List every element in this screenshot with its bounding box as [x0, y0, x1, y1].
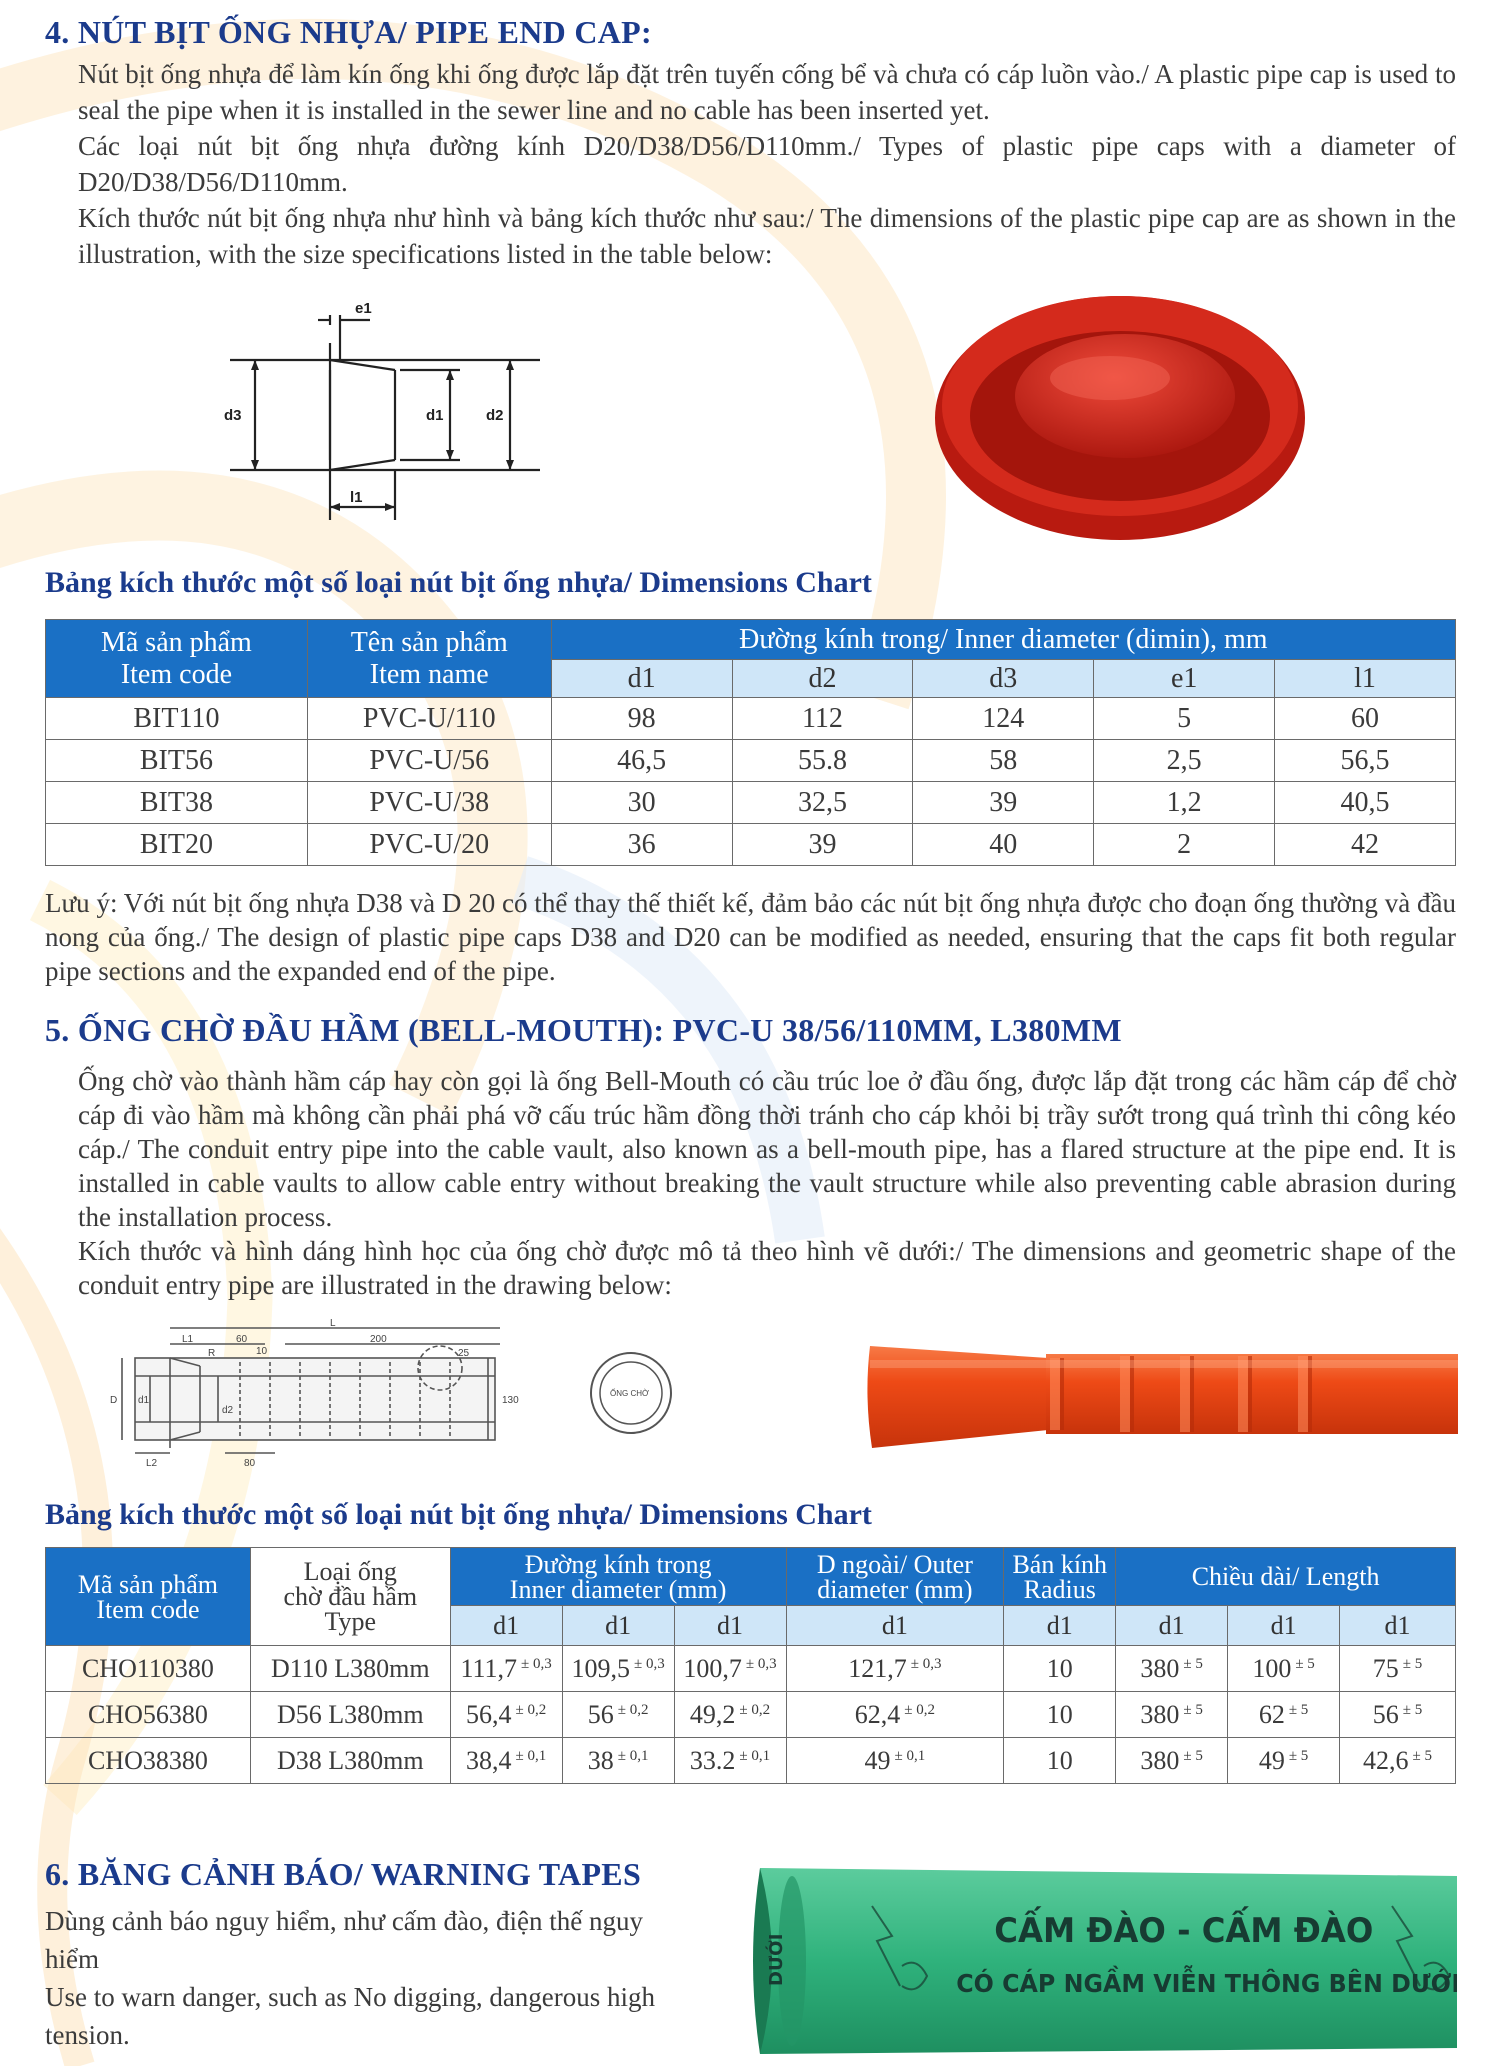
table-cell	[450, 1646, 562, 1692]
table-cell: 124	[913, 698, 1094, 740]
subheader-d1: d1	[450, 1606, 562, 1646]
table-cell	[450, 1692, 562, 1738]
header-type: Loại ống chờ đầu hầm Type	[250, 1548, 450, 1646]
drawing-label-25: 25	[458, 1348, 470, 1359]
bell-mouth-end-view	[586, 1348, 676, 1438]
table-cell: 112	[732, 698, 913, 740]
cell-tolerance: ± 0,3	[521, 1655, 552, 1672]
header-outer-diameter: D ngoài/ Outer diameter (mm)	[786, 1548, 1004, 1606]
table-cell: PVC-U/38	[307, 782, 551, 824]
section-6-heading: 6. BĂNG CẢNH BÁO/ WARNING TAPES	[45, 1856, 642, 1892]
table-cell: BIT110	[46, 698, 308, 740]
cell-value: 75	[1372, 1653, 1399, 1683]
cell-tolerance: ± 0,2	[515, 1701, 547, 1718]
section-4-para-1: Nút bịt ống nhựa để làm kín ống khi ống được lắp đặt trên tuyến cống bể và chưa có cáp luồn vào./ A plastic pipe cap is used to seal the pipe when it is installed in the sewer line and no cable has been inserted yet.	[78, 59, 1456, 125]
cell-tolerance: ± 0,1	[617, 1747, 649, 1764]
table-cell: 5	[1094, 698, 1275, 740]
table-cell	[450, 1738, 562, 1784]
cell-value: 56	[587, 1699, 614, 1729]
pipe-cap-photo	[930, 278, 1310, 548]
table-row	[46, 1646, 1456, 1692]
cell-tolerance: ± 5	[1183, 1747, 1203, 1764]
subheader-l1: l1	[1275, 660, 1456, 698]
table-cell	[1228, 1646, 1340, 1692]
cell-tolerance: ± 0,1	[894, 1747, 926, 1764]
header-radius: Bán kính Radius	[1004, 1548, 1116, 1606]
label-d2: d2	[486, 407, 504, 424]
table-cell: BIT56	[46, 740, 308, 782]
cell-value: 49	[1258, 1745, 1285, 1775]
section-4-para-3: Kích thước nút bịt ống nhựa như hình và bảng kích thước như sau:/ The dimensions of the plastic pipe cap are as shown in the illustration, with the size specifications listed in the table below:	[78, 203, 1456, 269]
table-cell: 2	[1094, 824, 1275, 866]
cell-value: 49	[864, 1745, 891, 1775]
subheader-d2: d2	[732, 660, 913, 698]
section-5-para-2: Kích thước và hình dáng hình học của ống chờ được mô tả theo hình vẽ dưới:/ The dimensions and geometric shape of the conduit entry pipe are illustrated in the drawing below:	[78, 1236, 1456, 1300]
section-4-para-2: Các loại nút bịt ống nhựa đường kính D20/D38/D56/D110mm./ Types of plastic pipe caps with a diameter of D20/D38/D56/D110mm.	[78, 131, 1456, 197]
subheader-d1: d1	[674, 1606, 786, 1646]
cell-tolerance: ± 5	[1412, 1747, 1432, 1764]
table-cell: CHO38380	[46, 1738, 251, 1784]
section-6-para-1: Dùng cảnh báo nguy hiểm, như cấm đào, điện thế nguy hiểm	[45, 1906, 643, 1974]
table-cell	[1116, 1738, 1228, 1784]
cell-tolerance: ± 5	[1288, 1747, 1309, 1764]
cell-tolerance: ± 0,2	[617, 1701, 649, 1718]
cell-value: 10	[1046, 1653, 1073, 1683]
cell-tolerance: ± 0,3	[745, 1655, 777, 1672]
cell-value: 38	[587, 1745, 614, 1775]
header-item-code: Mã sản phẩm Item code	[46, 620, 308, 698]
pipe-cap-dimensions-table	[45, 619, 1456, 866]
cell-value: 380	[1140, 1745, 1180, 1775]
table-cell: PVC-U/110	[307, 698, 551, 740]
drawing-label-d2: d2	[222, 1405, 234, 1416]
table-cell: 55.8	[732, 740, 913, 782]
subheader-d1: d1	[1340, 1606, 1456, 1646]
drawing-label-10: 10	[256, 1346, 268, 1357]
cell-value: 62	[1258, 1699, 1285, 1729]
section-5-heading: 5. ỐNG CHỜ ĐẦU HẦM (BELL-MOUTH): PVC-U 38/56/110MM, L380MM	[45, 1012, 1122, 1048]
section-4-heading: 4. NÚT BỊT ỐNG NHỰA/ PIPE END CAP:	[45, 14, 652, 50]
cell-value: 380	[1140, 1699, 1180, 1729]
table-cell: 46,5	[551, 740, 732, 782]
bell-mouth-photo	[858, 1318, 1458, 1473]
drawing-label-R: R	[208, 1348, 216, 1359]
cell-value: 10	[1046, 1745, 1073, 1775]
table-cell	[1340, 1738, 1456, 1784]
subheader-d1: d1	[1116, 1606, 1228, 1646]
header-length: Chiều dài/ Length	[1116, 1548, 1456, 1606]
bell-mouth-dimensions-table	[45, 1547, 1456, 1784]
table-cell: BIT38	[46, 782, 308, 824]
drawing-label-L2: L2	[146, 1458, 158, 1468]
table-cell: CHO56380	[46, 1692, 251, 1738]
table-cell	[562, 1646, 674, 1692]
table-cell	[786, 1692, 1004, 1738]
cell-value: 56,4	[466, 1699, 512, 1729]
cell-value: 62,4	[854, 1699, 901, 1729]
cell-value: 42,6	[1363, 1745, 1409, 1775]
cell-tolerance: ± 5	[1183, 1655, 1203, 1672]
section-5-intro	[78, 1064, 1456, 1302]
table-cell: 42	[1275, 824, 1456, 866]
subheader-d1: d1	[551, 660, 732, 698]
cell-tolerance: ± 0,3	[910, 1655, 942, 1672]
table-cell: 39	[913, 782, 1094, 824]
table-cell: 36	[551, 824, 732, 866]
table-cell: 30	[551, 782, 732, 824]
table-cell	[1340, 1692, 1456, 1738]
cell-tolerance: ± 5	[1183, 1701, 1203, 1718]
table-row	[46, 698, 1456, 740]
table-row	[46, 1692, 1456, 1738]
label-d3: d3	[224, 407, 242, 424]
table-cell: PVC-U/56	[307, 740, 551, 782]
cell-tolerance: ± 0,2	[904, 1701, 936, 1718]
subheader-d1: d1	[786, 1606, 1004, 1646]
label-e1: e1	[355, 300, 372, 317]
table-cell: 39	[732, 824, 913, 866]
header-item-code: Mã sản phẩm Item code	[46, 1548, 251, 1646]
cell-value: 38,4	[466, 1745, 512, 1775]
cell-tolerance: ± 5	[1402, 1655, 1423, 1672]
section-4-table-caption: Bảng kích thước một số loại nút bịt ống nhựa/ Dimensions Chart	[45, 566, 872, 599]
subheader-d1: d1	[1004, 1606, 1116, 1646]
table-cell	[1116, 1646, 1228, 1692]
table-cell: 98	[551, 698, 732, 740]
table-cell: D110 L380mm	[250, 1646, 450, 1692]
table-cell	[674, 1692, 786, 1738]
cell-value: 10	[1046, 1699, 1073, 1729]
table-cell	[562, 1738, 674, 1784]
subheader-d3: d3	[913, 660, 1094, 698]
subheader-e1: e1	[1094, 660, 1275, 698]
section-5-table-caption: Bảng kích thước một số loại nút bịt ống nhựa/ Dimensions Chart	[45, 1498, 872, 1531]
table-cell: BIT20	[46, 824, 308, 866]
cell-value: 109,5	[571, 1653, 630, 1683]
table-cell	[1004, 1692, 1116, 1738]
drawing-label-60: 60	[236, 1334, 248, 1345]
cell-value: 33.2	[689, 1745, 736, 1775]
table-row	[46, 782, 1456, 824]
table-cell	[1004, 1646, 1116, 1692]
cell-value: 111,7	[460, 1653, 518, 1683]
cell-value: 380	[1140, 1653, 1180, 1683]
subheader-d1: d1	[562, 1606, 674, 1646]
table-cell	[674, 1738, 786, 1784]
cell-tolerance: ± 0,1	[739, 1747, 771, 1764]
drawing-label-200: 200	[370, 1334, 387, 1345]
cell-value: 100,7	[683, 1653, 742, 1683]
tape-line-1: CẤM ĐÀO - CẤM ĐÀO	[994, 1910, 1374, 1951]
cell-tolerance: ± 0,2	[739, 1701, 771, 1718]
header-item-name: Tên sản phẩm Item name	[307, 620, 551, 698]
table-cell: D38 L380mm	[250, 1738, 450, 1784]
cell-tolerance: ± 5	[1288, 1701, 1309, 1718]
table-cell	[562, 1692, 674, 1738]
label-d1: d1	[426, 407, 444, 424]
table-cell: PVC-U/20	[307, 824, 551, 866]
table-cell: 60	[1275, 698, 1456, 740]
drawing-label-130: 130	[502, 1395, 519, 1406]
table-cell	[786, 1646, 1004, 1692]
drawing-label-L: L	[330, 1318, 336, 1329]
cell-tolerance: ± 5	[1402, 1701, 1423, 1718]
table-cell: 1,2	[1094, 782, 1275, 824]
label-l1: l1	[350, 489, 363, 506]
table-cell	[1228, 1738, 1340, 1784]
section-4-note: Lưu ý: Với nút bịt ống nhựa D38 và D 20 có thể thay thế thiết kế, đảm bảo các nút bịt ống nhựa được cho đoạn ống thường và đầu nong của ống./ The design of plastic pipe caps D38 and D20 can be modified as needed, ensuring that the caps fit both regular pipe sections and the expanded end of the pipe.	[45, 888, 1456, 986]
table-cell: CHO110380	[46, 1646, 251, 1692]
table-cell: 58	[913, 740, 1094, 782]
end-view-label: ỐNG CHỜ	[610, 1389, 649, 1398]
tape-line-2: CÓ CÁP NGẦM VIỄN THÔNG BÊN DƯỚI	[956, 1968, 1457, 1999]
header-inner-diameter: Đường kính trong/ Inner diameter (dimin), mm	[551, 620, 1455, 660]
cell-value: 121,7	[848, 1653, 907, 1683]
cell-tolerance: ± 0,1	[515, 1747, 547, 1764]
drawing-label-d1: d1	[138, 1395, 150, 1406]
section-5-para-1: Ống chờ vào thành hầm cáp hay còn gọi là ống Bell-Mouth có cầu trúc loe ở đầu ống, được lắp đặt trong các hầm cáp để chờ cáp đi vào hầm mà không cần phải phá vỡ cấu trúc hầm đồng thời tránh cho cáp khỏi bị trầy sướt trong quá trình thi công kéo cáp./ The conduit entry pipe into the cable vault, also known as a bell-mouth pipe, has a flared structure at the pipe end. It is installed in cable vaults to allow cable entry without breaking the vault structure while also preventing cable abrasion during the installation process.	[78, 1066, 1456, 1232]
table-cell: 32,5	[732, 782, 913, 824]
section-6-text	[45, 1902, 665, 2054]
table-cell: 56,5	[1275, 740, 1456, 782]
table-cell	[786, 1738, 1004, 1784]
drawing-label-D: D	[110, 1395, 118, 1406]
bell-mouth-drawing	[110, 1318, 530, 1468]
table-cell	[674, 1646, 786, 1692]
cell-value: 100	[1252, 1653, 1292, 1683]
section-4-intro	[78, 56, 1456, 272]
table-row	[46, 1738, 1456, 1784]
table-cell: D56 L380mm	[250, 1692, 450, 1738]
table-cell	[1116, 1692, 1228, 1738]
tape-edge-text: DƯỚI	[766, 1933, 787, 1986]
cell-tolerance: ± 0,3	[633, 1655, 665, 1672]
table-cell	[1004, 1738, 1116, 1784]
table-cell: 40	[913, 824, 1094, 866]
cell-value: 49,2	[689, 1699, 736, 1729]
section-6-para-2: Use to warn danger, such as No digging, dangerous high tension.	[45, 1982, 656, 2050]
subheader-d1: d1	[1228, 1606, 1340, 1646]
cell-value: 56	[1372, 1699, 1399, 1729]
table-cell	[1228, 1692, 1340, 1738]
warning-tape-photo	[752, 1866, 1457, 2056]
table-row	[46, 740, 1456, 782]
table-cell: 40,5	[1275, 782, 1456, 824]
pipe-cap-diagram	[220, 295, 540, 535]
table-row	[46, 824, 1456, 866]
header-inner-diameter: Đường kính trong Inner diameter (mm)	[450, 1548, 786, 1606]
drawing-label-L1: L1	[182, 1334, 194, 1345]
drawing-label-80: 80	[244, 1458, 256, 1468]
table-cell	[1340, 1646, 1456, 1692]
cell-tolerance: ± 5	[1295, 1655, 1315, 1672]
table-cell: 2,5	[1094, 740, 1275, 782]
